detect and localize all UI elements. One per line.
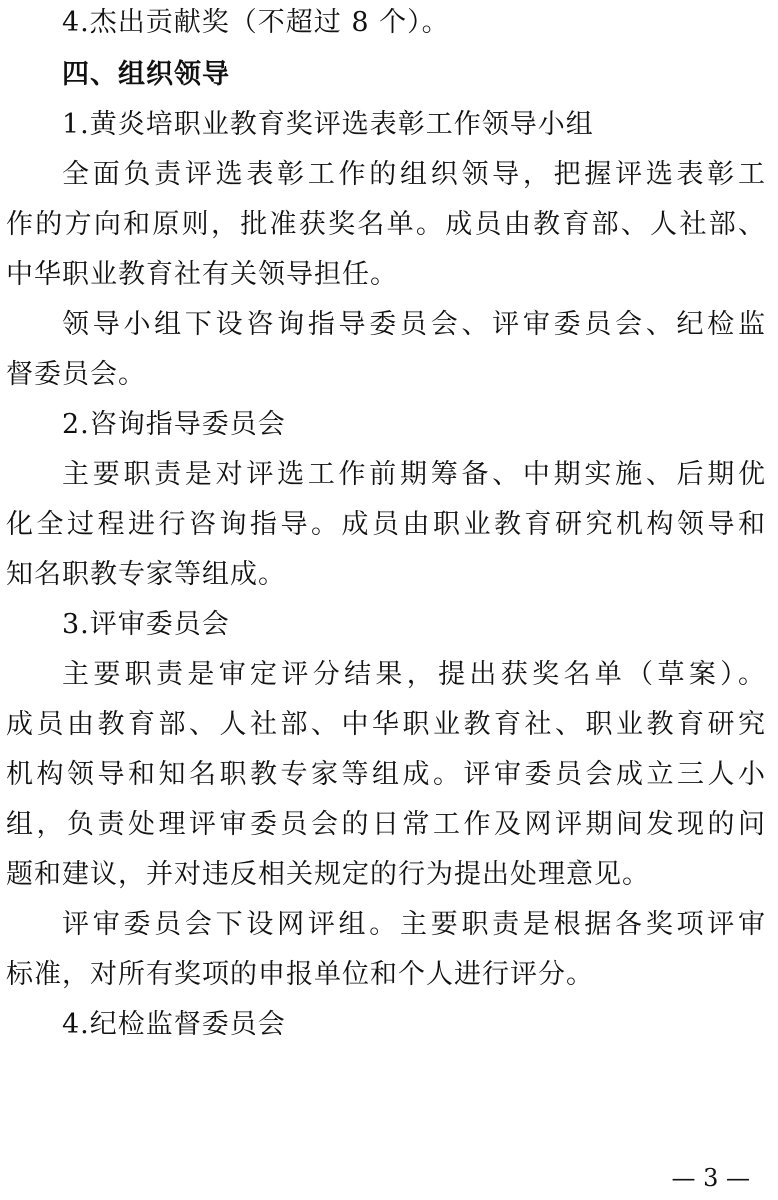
subheading-leadership-group: 1.黄炎培职业教育奖评选表彰工作领导小组 [62,109,594,140]
paragraph-line: 领导小组下设咨询指导委员会、评审委员会、纪检监 [62,309,766,340]
page-number: — 3 — [671,1164,750,1192]
paragraph-line: 全面负责评选表彰工作的组织领导，把握评选表彰工 [62,159,766,190]
subheading-discipline-committee: 4.纪检监督委员会 [62,1009,286,1040]
paragraph-line: 成员由教育部、人社部、中华职业教育社、职业教育研究 [6,709,766,740]
paragraph-line: 组，负责处理评审委员会的日常工作及网评期间发现的问 [6,809,766,840]
paragraph-line: 化全过程进行咨询指导。成员由职业教育研究机构领导和 [6,509,766,540]
paragraph-line: 题和建议，并对违反相关规定的行为提出处理意见。 [6,859,650,890]
paragraph-line: 标准，对所有奖项的申报单位和个人进行评分。 [6,959,594,990]
paragraph-line: 评审委员会下设网评组。主要职责是根据各奖项评审 [62,909,766,940]
paragraph-line: 知名职教专家等组成。 [6,559,286,590]
paragraph-line: 督委员会。 [6,359,146,390]
subheading-review-committee: 3.评审委员会 [62,609,230,640]
paragraph-line: 作的方向和原则，批准获奖名单。成员由教育部、人社部、 [6,209,766,240]
award-item-4: 4.杰出贡献奖（不超过 8 个）。 [62,7,450,38]
subheading-advisory-committee: 2.咨询指导委员会 [62,409,286,440]
paragraph-line: 主要职责是对评选工作前期筹备、中期实施、后期优 [62,459,766,490]
paragraph-line: 主要职责是审定评分结果，提出获奖名单（草案）。 [62,659,766,690]
paragraph-line: 中华职业教育社有关领导担任。 [6,259,398,290]
section-heading-organization: 四、组织领导 [62,59,230,90]
paragraph-line: 机构领导和知名职教专家等组成。评审委员会成立三人小 [6,759,766,790]
